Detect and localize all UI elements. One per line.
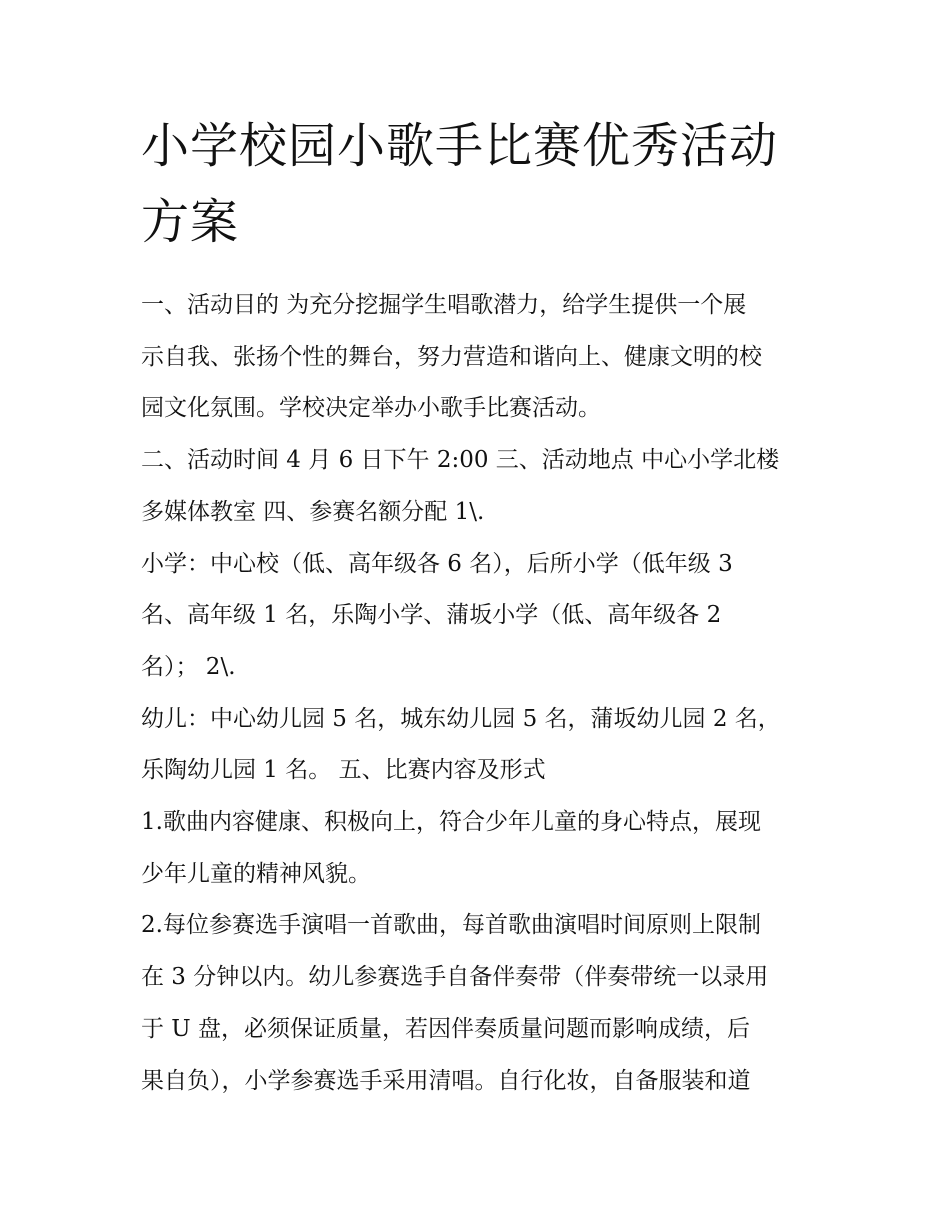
text-line: 一、活动目的 为充分挖掘学生唱歌潜力，给学生提供一个展 [141, 292, 747, 318]
title-line-2: 方案 [141, 194, 240, 250]
text-line: 乐陶幼儿园 1 名。 五、比赛内容及形式 [141, 757, 546, 784]
text-line: 二、活动时间 4 月 6 日下午 2:00 三、活动地点 中心小学北楼 [141, 447, 780, 474]
text-line: 幼儿：中心幼儿园 5 名，城东幼儿园 5 名，蒲坂幼儿园 2 名， [141, 705, 781, 732]
document-title [141, 108, 821, 260]
text-line: 示自我、张扬个性的舞台，努力营造和谐向上、健康文明的校 [141, 343, 762, 370]
text-line: 2.每位参赛选手演唱一首歌曲，每首歌曲演唱时间原则上限制 [141, 912, 761, 939]
text-line: 果自负），小学参赛选手采用清唱。自行化妆，自备服装和道 [141, 1067, 751, 1094]
text-line: 少年儿童的精神风貌。 [141, 860, 371, 887]
text-line: 小学：中心校（低、高年级各 6 名），后所小学（低年级 3 [141, 550, 733, 577]
title-line-1: 小学校园小歌手比赛优秀活动 [141, 118, 779, 174]
text-line: 多媒体教室 四、参赛名额分配 1\. [141, 498, 485, 525]
text-line: 于 U 盘，必须保证质量，若因伴奏质量问题而影响成绩，后 [141, 1015, 751, 1042]
text-line: 在 3 分钟以内。幼儿参赛选手自备伴奏带（伴奏带统一以录用 [141, 964, 769, 991]
text-line: 名）； 2\. [141, 653, 236, 680]
document-body [141, 108, 821, 1107]
text-line: 名、高年级 1 名，乐陶小学、蒲坂小学（低、高年级各 2 [141, 602, 722, 629]
text-line: 园文化氛围。学校决定举办小歌手比赛活动。 [141, 395, 601, 422]
text-line: 1.歌曲内容健康、积极向上，符合少年儿童的身心特点，展现 [141, 809, 761, 836]
